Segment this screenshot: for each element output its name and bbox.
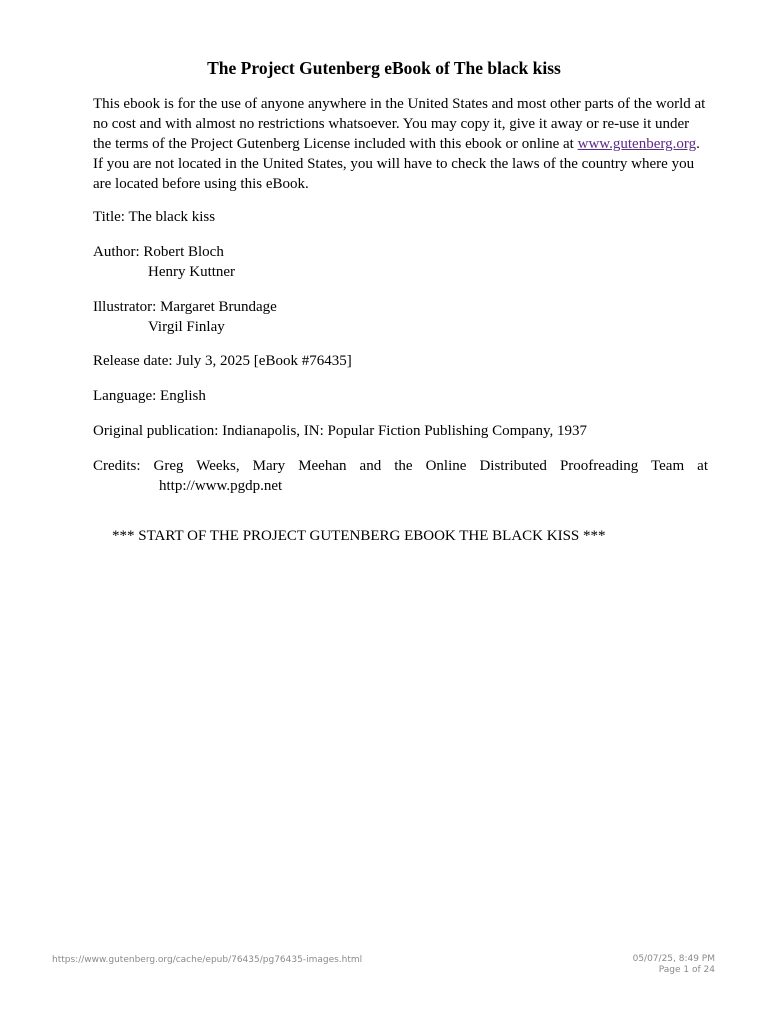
illustrator-2: Virgil Finlay bbox=[148, 319, 225, 335]
intro-paragraph bbox=[93, 94, 708, 194]
language-field: Language: English bbox=[93, 388, 206, 404]
author-2: Henry Kuttner bbox=[148, 264, 236, 280]
author-field bbox=[93, 242, 708, 282]
credits-field bbox=[93, 456, 708, 496]
illustrator-line: Illustrator: Margaret Brundage bbox=[93, 299, 277, 315]
footer-meta bbox=[633, 954, 715, 976]
intro-text-2: . If you are not located in the United States, you will have to check the laws of the country where you are located before using this eBook. bbox=[93, 136, 700, 192]
publication-field: Original publication: Indianapolis, IN: Popular Fiction Publishing Company, 1937 bbox=[93, 423, 587, 439]
credits-line: Credits: Greg Weeks, Mary Meehan and the Online Distributed Proofreading Team at bbox=[93, 458, 708, 474]
gutenberg-link[interactable]: www.gutenberg.org bbox=[577, 136, 697, 152]
credits-url: http://www.pgdp.net bbox=[159, 478, 283, 494]
title-field: Title: The black kiss bbox=[93, 209, 216, 225]
footer-datetime: 05/07/25, 8:49 PM bbox=[632, 954, 715, 964]
release-date-field: Release date: July 3, 2025 [eBook #76435] bbox=[93, 353, 352, 369]
document-title: The Project Gutenberg eBook of The black kiss bbox=[207, 58, 561, 78]
illustrator-field bbox=[93, 297, 708, 337]
intro-text-1: This ebook is for the use of anyone anywhere in the United States and most other parts of the world at no cost and with almost no restrictions whatsoever. You may copy it, give it away or re-use it under the terms of the Project Gutenberg License included with this ebook or online at bbox=[93, 96, 706, 152]
author-line: Author: Robert Bloch bbox=[93, 244, 224, 260]
start-marker: *** START OF THE PROJECT GUTENBERG EBOOK THE BLACK KISS *** bbox=[112, 528, 606, 544]
footer-url: https://www.gutenberg.org/cache/epub/76435/pg76435-images.html bbox=[52, 955, 363, 965]
footer-page-number: Page 1 of 24 bbox=[658, 965, 715, 975]
